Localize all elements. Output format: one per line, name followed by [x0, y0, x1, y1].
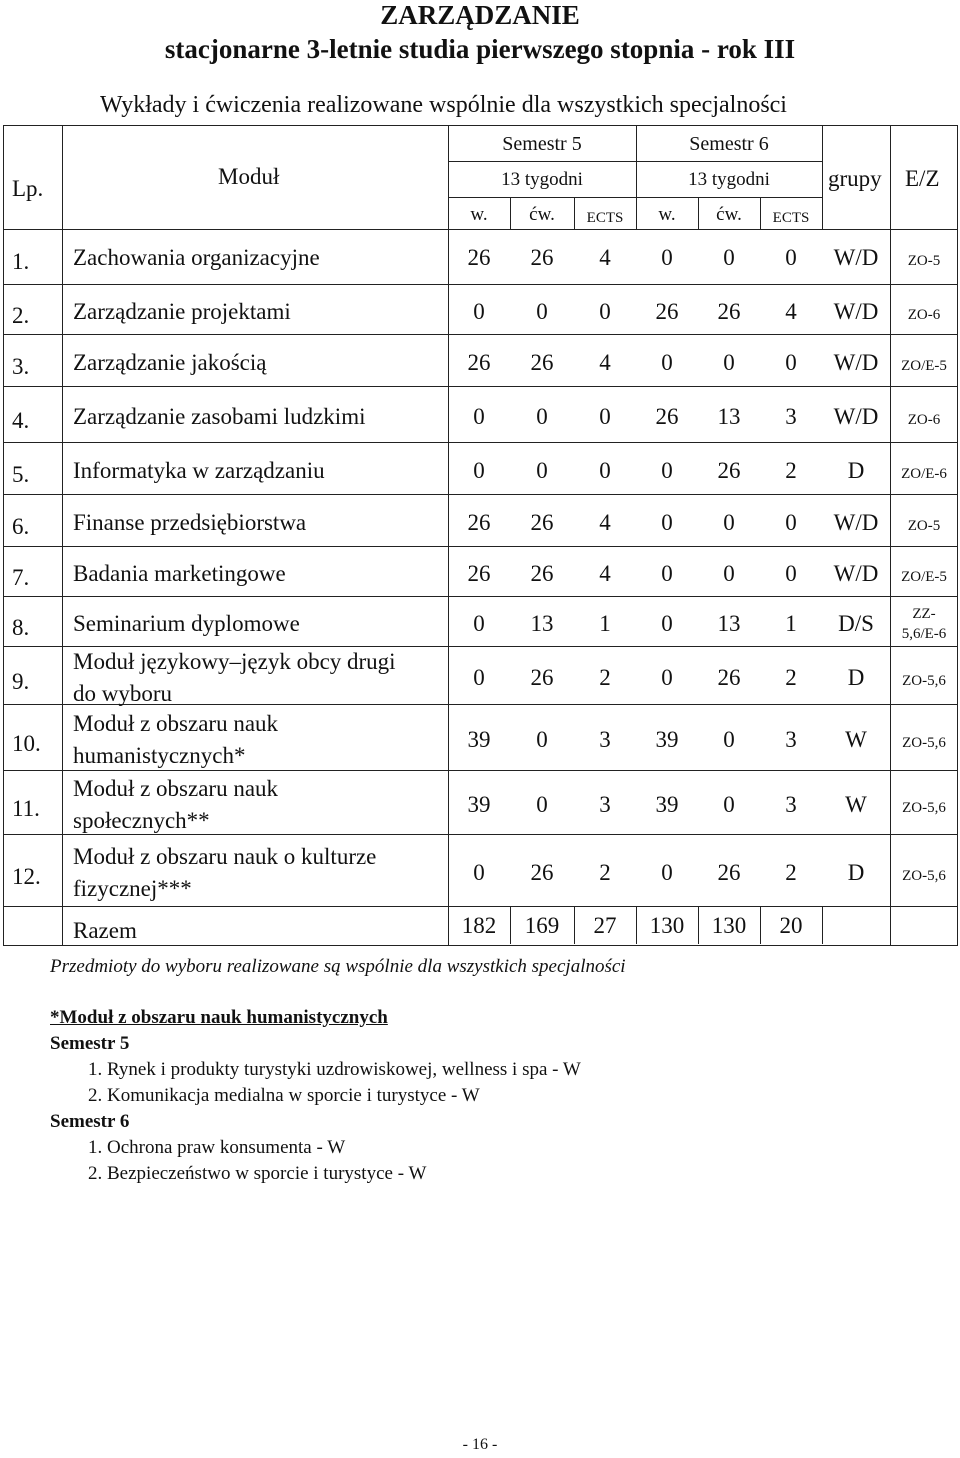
module-name: Informatyka w zarządzaniu — [73, 458, 325, 483]
hours-cell: 26 — [717, 860, 741, 885]
hours-cell: 3 — [785, 727, 797, 752]
ez-cell: ZO-6 — [907, 307, 941, 323]
hours-cell: 26 — [530, 860, 554, 885]
divider — [3, 906, 957, 907]
groups-cell: W/D — [833, 510, 879, 535]
total-cell: 130 — [649, 913, 685, 938]
hours-cell: 0 — [723, 245, 735, 270]
hours-cell: 4 — [599, 245, 611, 270]
total-cell: 169 — [524, 913, 560, 938]
hours-cell: 26 — [717, 299, 741, 324]
row-number: 4. — [12, 408, 30, 433]
hours-cell: 26 — [530, 665, 554, 690]
groups-cell: W/D — [833, 350, 879, 375]
hours-cell: 0 — [723, 727, 735, 752]
module-name-line2: fizycznej*** — [73, 876, 192, 901]
hours-cell: 1 — [599, 611, 611, 636]
hours-cell: 0 — [661, 350, 673, 375]
ez-cell: ZO/E-6 — [901, 466, 947, 482]
hours-cell: 39 — [655, 792, 679, 817]
hours-cell: 26 — [717, 665, 741, 690]
module-name-line1: Moduł z obszaru nauk — [73, 776, 279, 801]
hours-cell: 4 — [599, 350, 611, 375]
hours-cell: 26 — [467, 350, 491, 375]
divider — [62, 125, 63, 945]
ez-cell: ZO-5 — [907, 253, 941, 269]
hours-cell: 26 — [530, 245, 554, 270]
hours-cell: 13 — [717, 611, 741, 636]
hours-cell: 0 — [661, 860, 673, 885]
hours-cell: 4 — [785, 299, 797, 324]
total-cell: 182 — [461, 913, 497, 938]
hours-cell: 2 — [785, 860, 797, 885]
page-number: - 16 - — [462, 1436, 498, 1453]
module-name-line1: Moduł z obszaru nauk — [73, 711, 279, 736]
module-name: Zarządzanie zasobami ludzkimi — [73, 404, 366, 429]
divider — [822, 906, 823, 944]
hours-cell: 0 — [785, 561, 797, 586]
humanities-heading — [50, 1005, 388, 1031]
row-number: 5. — [12, 462, 30, 487]
hours-cell: 0 — [723, 350, 735, 375]
divider — [3, 770, 957, 771]
row-number: 3. — [12, 354, 30, 379]
hours-cell: 0 — [473, 458, 485, 483]
col-w-5: w. — [470, 204, 488, 225]
row-number: 12. — [12, 864, 41, 889]
column-header-groups: grupy — [828, 166, 882, 191]
groups-cell: W — [845, 792, 867, 817]
hours-cell: 0 — [473, 299, 485, 324]
ez-cell-line2: 5,6/E-6 — [901, 626, 947, 642]
hours-cell: 39 — [467, 727, 491, 752]
ez-cell: ZO/E-5 — [901, 358, 947, 374]
divider — [3, 442, 957, 443]
ez-cell: ZO-5,6 — [902, 735, 946, 751]
hours-cell: 0 — [473, 860, 485, 885]
hours-cell: 0 — [536, 727, 548, 752]
hours-cell: 26 — [655, 404, 679, 429]
ez-cell: ZO-6 — [907, 412, 941, 428]
module-name: Zarządzanie projektami — [73, 299, 291, 324]
module-name-line2: do wyboru — [73, 681, 173, 706]
page-subtitle: stacjonarne 3-letnie studia pierwszego stopnia - rok III — [164, 34, 796, 64]
total-cell: 20 — [779, 913, 803, 938]
divider — [3, 546, 957, 547]
ez-cell: ZO/E-5 — [901, 569, 947, 585]
groups-cell: W/D — [833, 404, 879, 429]
hours-cell: 0 — [661, 510, 673, 535]
groups-cell: W/D — [833, 245, 879, 270]
hours-cell: 39 — [467, 792, 491, 817]
groups-cell: D — [847, 665, 865, 690]
semester-5-weeks: 13 tygodni — [501, 169, 583, 190]
column-header-lp: Lp. — [12, 176, 44, 201]
hours-cell: 0 — [536, 404, 548, 429]
module-name: Zarządzanie jakością — [73, 350, 267, 375]
hours-cell: 0 — [536, 458, 548, 483]
ez-cell: ZO-5,6 — [902, 868, 946, 884]
ez-cell: ZO-5,6 — [902, 800, 946, 816]
hours-cell: 26 — [467, 510, 491, 535]
hours-cell: 0 — [599, 404, 611, 429]
hours-cell: 0 — [785, 245, 797, 270]
divider — [3, 494, 957, 495]
hours-cell: 0 — [536, 792, 548, 817]
hours-cell: 26 — [530, 561, 554, 586]
ez-cell: ZO-5 — [907, 518, 941, 534]
module-name-line2: humanistycznych* — [73, 743, 246, 768]
col-cw-6: ćw. — [716, 204, 742, 225]
humanities-heading-text: *Moduł z obszaru nauk humanistycznych — [50, 1007, 388, 1028]
column-header-module: Moduł — [218, 164, 280, 189]
module-name: Badania marketingowe — [73, 561, 286, 586]
semester-6-header: Semestr 6 — [689, 133, 769, 155]
row-number: 2. — [12, 303, 30, 328]
row-number: 10. — [12, 731, 41, 756]
divider — [448, 197, 822, 198]
divider — [3, 834, 957, 835]
hours-cell: 2 — [599, 665, 611, 690]
hours-cell: 26 — [530, 510, 554, 535]
totals-label: Razem — [73, 918, 137, 943]
module-name-line1: Moduł z obszaru nauk o kulturze — [73, 844, 377, 869]
hours-cell: 0 — [661, 665, 673, 690]
groups-cell: W/D — [833, 299, 879, 324]
hours-cell: 26 — [655, 299, 679, 324]
module-name: Seminarium dyplomowe — [73, 611, 300, 636]
hours-cell: 26 — [467, 561, 491, 586]
ez-cell-line1: ZZ- — [912, 606, 936, 622]
hours-cell: 13 — [717, 404, 741, 429]
row-number: 11. — [12, 796, 40, 821]
divider — [698, 906, 699, 944]
page-title: ZARZĄDZANIE — [380, 0, 580, 30]
hours-cell: 4 — [599, 561, 611, 586]
groups-cell: D/S — [838, 611, 874, 636]
divider — [574, 906, 575, 944]
groups-cell: D — [847, 458, 865, 483]
divider — [3, 284, 957, 285]
section-heading: Wykłady i ćwiczenia realizowane wspólnie dla wszystkich specjalności — [100, 92, 787, 118]
hours-cell: 3 — [785, 404, 797, 429]
hours-cell: 0 — [723, 510, 735, 535]
hours-cell: 3 — [599, 727, 611, 752]
groups-cell: W/D — [833, 561, 879, 586]
module-name-line2: społecznych** — [73, 808, 210, 833]
semester-5-header: Semestr 5 — [502, 133, 582, 155]
divider — [510, 906, 511, 944]
list-item: 1. Ochrona praw konsumenta - W — [88, 1137, 346, 1158]
hours-cell: 26 — [530, 350, 554, 375]
row-number: 6. — [12, 514, 30, 539]
hours-cell: 0 — [599, 458, 611, 483]
divider — [822, 125, 823, 229]
col-ects-6: ECTS — [772, 210, 810, 226]
hours-cell: 4 — [599, 510, 611, 535]
hours-cell: 2 — [785, 458, 797, 483]
hours-cell: 0 — [661, 611, 673, 636]
divider — [3, 646, 957, 647]
hours-cell: 2 — [599, 860, 611, 885]
hours-cell: 0 — [473, 404, 485, 429]
hours-cell: 0 — [785, 350, 797, 375]
divider — [3, 386, 957, 387]
hours-cell: 1 — [785, 611, 797, 636]
divider — [636, 906, 637, 944]
hours-cell: 0 — [723, 561, 735, 586]
hours-cell: 3 — [785, 792, 797, 817]
semester-6-weeks: 13 tygodni — [688, 169, 770, 190]
hours-cell: 2 — [785, 665, 797, 690]
hours-cell: 26 — [717, 458, 741, 483]
hours-cell: 39 — [655, 727, 679, 752]
ez-cell: ZO-5,6 — [902, 673, 946, 689]
hours-cell: 0 — [473, 611, 485, 636]
divider — [760, 906, 761, 944]
hours-cell: 0 — [785, 510, 797, 535]
hours-cell: 26 — [467, 245, 491, 270]
col-ects-5: ECTS — [586, 210, 624, 226]
module-name-line1: Moduł językowy–język obcy drugi — [73, 649, 396, 674]
hours-cell: 0 — [473, 665, 485, 690]
hours-cell: 0 — [599, 299, 611, 324]
divider — [3, 334, 957, 335]
hours-cell: 0 — [661, 245, 673, 270]
col-cw-5: ćw. — [529, 204, 555, 225]
col-w-6: w. — [658, 204, 676, 225]
groups-cell: D — [847, 860, 865, 885]
list-item: 1. Rynek i produkty turystyki uzdrowiskowej, wellness i spa - W — [88, 1059, 581, 1080]
total-cell: 130 — [711, 913, 747, 938]
semester-6-label: Semestr 6 — [50, 1111, 130, 1132]
list-item: 2. Bezpieczeństwo w sporcie i turystyce - W — [88, 1163, 427, 1184]
hours-cell: 0 — [723, 792, 735, 817]
row-number: 9. — [12, 669, 30, 694]
hours-cell: 0 — [661, 561, 673, 586]
electives-note: Przedmioty do wyboru realizowane są wspólnie dla wszystkich specjalności — [50, 956, 626, 977]
hours-cell: 0 — [536, 299, 548, 324]
module-name: Zachowania organizacyjne — [73, 245, 320, 270]
divider — [448, 161, 822, 162]
list-item: 2. Komunikacja medialna w sporcie i turystyce - W — [88, 1085, 480, 1106]
hours-cell: 0 — [661, 458, 673, 483]
hours-cell: 13 — [530, 611, 554, 636]
groups-cell: W — [845, 727, 867, 752]
row-number: 7. — [12, 565, 30, 590]
column-header-ez: E/Z — [905, 166, 940, 191]
row-number: 8. — [12, 615, 30, 640]
module-name: Finanse przedsiębiorstwa — [73, 510, 307, 535]
total-cell: 27 — [593, 913, 617, 938]
row-number: 1. — [12, 249, 30, 274]
hours-cell: 3 — [599, 792, 611, 817]
semester-5-label: Semestr 5 — [50, 1033, 130, 1054]
divider — [3, 596, 957, 597]
